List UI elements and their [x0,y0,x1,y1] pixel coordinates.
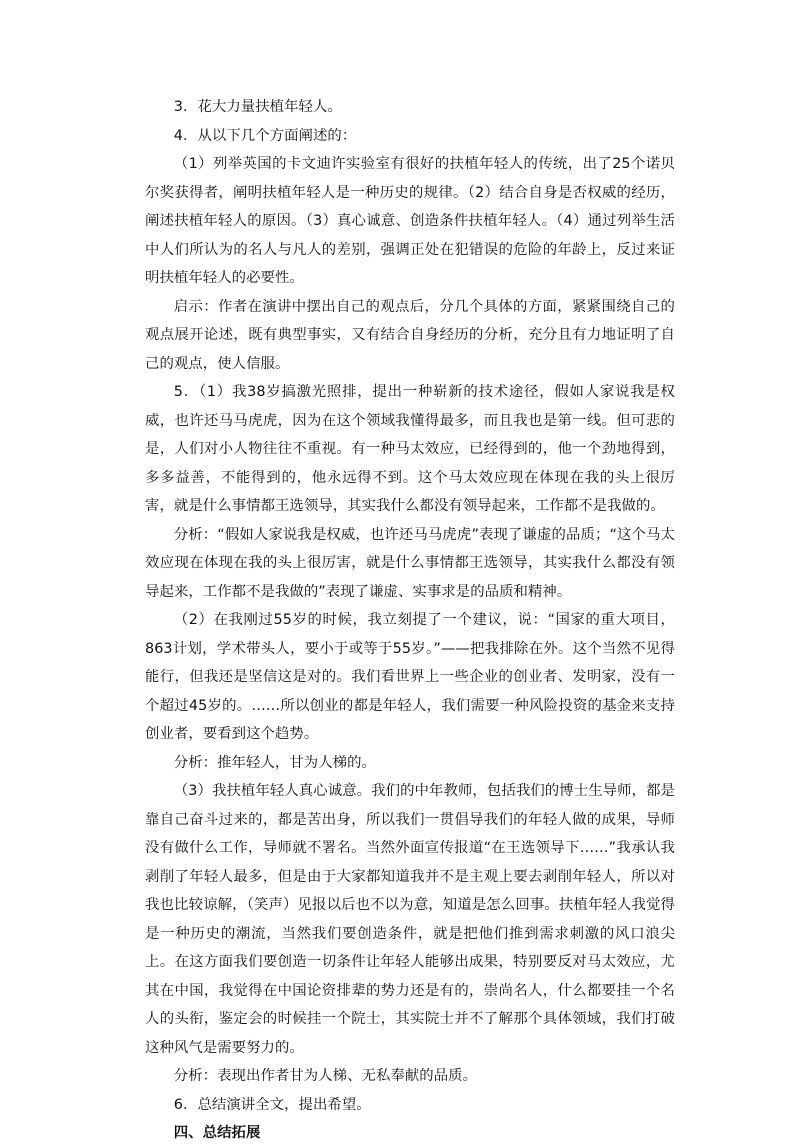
insight-paragraph: 启示：作者在演讲中摆出自己的观点后，分几个具体的方面，紧紧围绕自己的观点展开论述，既有典型事实，又有结合自身经历的分析，充分且有力地证明了自己的观点，使人信服。 [145,298,675,372]
item-3-text: 3．花大力量扶植年轻人。 [173,99,342,115]
item-5-part-3-paragraph: （3）我扶植年轻人真心诚意。我们的中年教师，包括我们的博士生导师，都是靠自己奋斗过来的，都是苦出身，所以我们一贯倡导我们的年轻人做的成果，导师没有做什么工作，导师就不署名。当然外面宣传报道“在王选领导下……”我承认我剥削了年轻人最多，但是由于大家都知道我并不是主观上要去剥削年轻人，所以对我也比较谅解，（笑声）见报以后也不以为意，知道是怎么回事。扶植年轻人我觉得是一种历史的潮流，当然我们要创造条件，就是把他们推到需求刺激的风口浪尖上。在这方面我们要创造一切条件让年轻人能够出成果，特别要反对马太效应，尤其在中国，我觉得在中国论资排辈的势力还是有的，崇尚名人，什么都要挂一个名人的头衔，鉴定会的时候挂一个院士，其实院士并不了解那个具体领域，我们打破这种风气是需要努力的。 [145,783,675,1056]
analysis-3-paragraph: 分析：表现出作者甘为人梯、无私奉献的品质。 [173,1068,478,1084]
item-5-part-1-paragraph: 5．（1）我38岁搞激光照排，提出一种崭新的技术途径，假如人家说我是权威，也许还马马虎虎，因为在这个领域我懂得最多，而且我也是第一线。但可悲的是，人们对小人物往往不重视。有一种马太效应，已经得到的，他一个劲地得到，多多益善，不能得到的，他永远得不到。这个马太效应现在体现在我的头上很厉害，就是什么事情都王选领导，其实我什么都没有领导起来，工作都不是我做的。 [145,384,675,514]
section-heading: 四、总结拓展 [173,1125,261,1141]
item-5-part-2-paragraph: （2）在我刚过55岁的时候，我立刻提了一个建议，说：“国家的重大项目，863计划，学术带头人，要小于或等于55岁。”——把我排除在外。这个当然不见得能行，但我还是坚信这是对的。我们看世界上一些企业的创业者、发明家，没有一个超过45岁的。……所以创业的都是年轻人，我们需要一种风险投资的基金来支持创业者，要看到这个趋势。 [145,612,675,742]
analysis-1-paragraph: 分析：“假如人家说我是权威，也许还马马虎虎”表现了谦虚的品质；“这个马太效应现在体现在我的头上很厉害，就是什么事情都王选领导，其实我什么都没有领导起来，工作都不是我做的”表现了谦虚、实事求是的品质和精神。 [145,526,675,600]
item-6-text: 6．总结演讲全文，提出希望。 [173,1096,371,1113]
document-page [145,93,675,1148]
analysis-2-paragraph: 分析：推年轻人，甘为人梯的。 [173,754,376,771]
item-4-text: 4．从以下几个方面阐述的： [173,127,357,144]
item-4-detail-paragraph: （1）列举英国的卡文迪许实验室有很好的扶植年轻人的传统，出了25个诺贝尔奖获得者，阐明扶植年轻人是一种历史的规律。（2）结合自身是否权威的经历，阐述扶植年轻人的原因。（3）真心诚意、创造条件扶植年轻人。（4）通过列举生活中人们所认为的名人与凡人的差别，强调正处在犯错误的危险的年龄上，反过来证明扶植年轻人的必要性。 [145,156,675,286]
